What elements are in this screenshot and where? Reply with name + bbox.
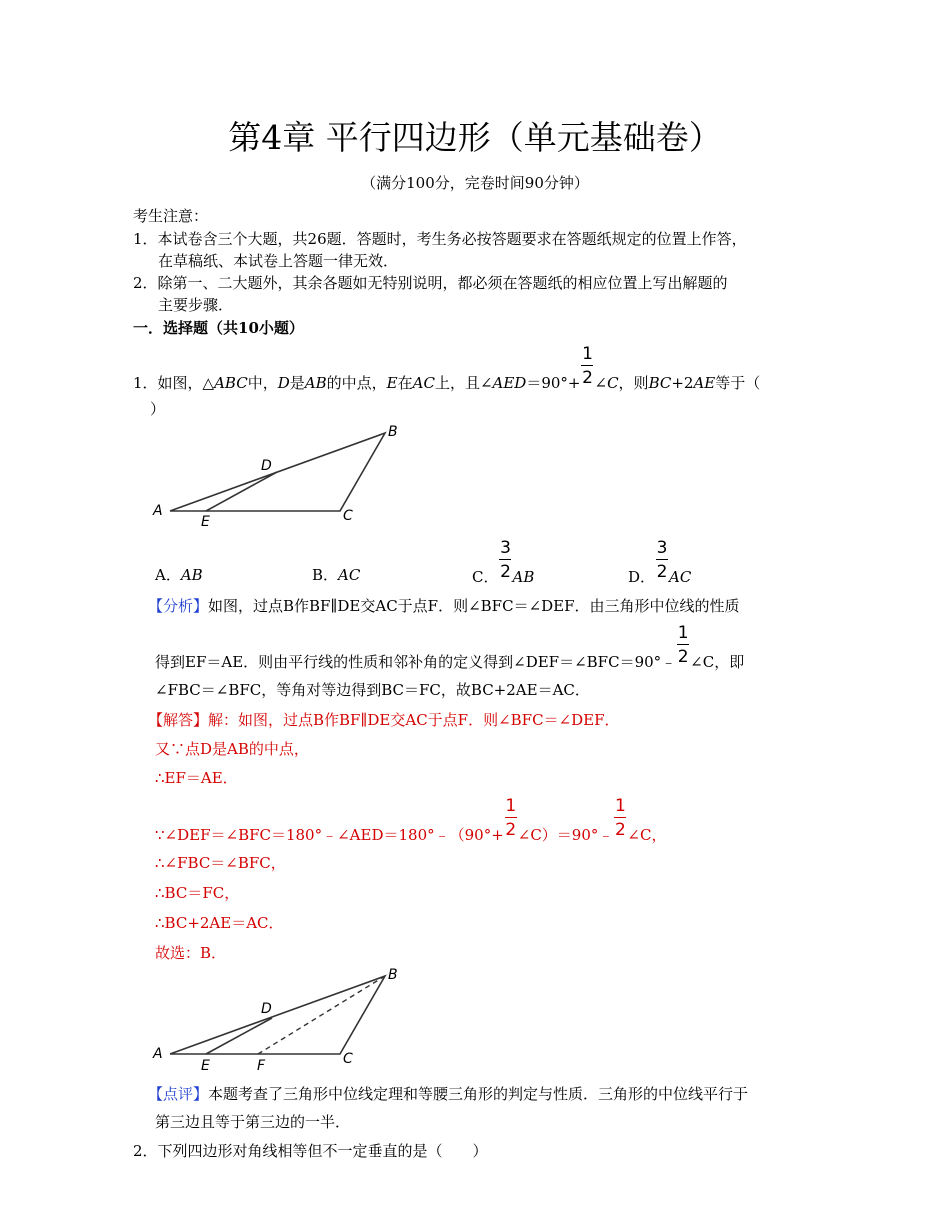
- comment-line-2: 第三边且等于第三边的一半．: [155, 1113, 351, 1131]
- analysis-line-3: ∠FBC＝∠BFC，等角对等边得到BC＝FC，故BC+2AE＝AC．: [155, 681, 590, 699]
- segment-de: [206, 1018, 272, 1054]
- point-d-label: D: [261, 1001, 272, 1017]
- notice-heading: 考生注意：: [133, 207, 209, 225]
- triangle-abc: [170, 433, 385, 511]
- solution-line-2: 又∵点D是AB的中点，: [155, 740, 309, 758]
- solution-line-4: ∵∠DEF＝∠BFC＝180°﹣∠AED＝180°﹣（90°+ $\frac{1}{2}$ ∠C）＝90°﹣ $\frac{1}{2}$ ∠C，: [155, 796, 667, 844]
- analysis-line-2: 得到EF＝AE．则由平行线的性质和邻补角的定义得到∠DEF＝∠BFC＝90°﹣ $\frac{1}{2}$ ∠C，即: [155, 623, 745, 671]
- fraction: $\frac{1}{2}$: [677, 623, 689, 667]
- point-a-label: A: [153, 1046, 163, 1062]
- point-e-label: E: [201, 514, 210, 530]
- point-d-label: D: [261, 458, 272, 474]
- segment-de: [206, 472, 277, 511]
- fraction: $\frac{1}{2}$: [614, 796, 626, 840]
- solution-tag: 【解答】: [148, 711, 209, 729]
- fraction: $\frac{1}{2}$: [582, 344, 593, 388]
- section-heading: 一．选择题（共10小题）: [133, 319, 304, 337]
- page-subtitle: （满分100分，完卷时间90分钟）: [361, 174, 589, 192]
- fraction: $\frac{3}{2}$: [500, 538, 511, 582]
- point-b-label: B: [388, 424, 398, 440]
- option-b[interactable]: B．AC: [312, 566, 361, 584]
- option-c[interactable]: C． $\frac{3}{2}$ AB: [472, 538, 535, 586]
- notice-item-2: 2．除第一、二大题外，其余各题如无特别说明，都必须在答题纸的相应位置上写出解题的: [133, 274, 728, 292]
- question-1-stem: 1．如图，△ABC中，D是AB的中点，E在AC上，且∠AED＝90°+ $\frac{1}{2}$ ∠C，则BC+2AE等于（: [133, 344, 761, 392]
- solution-line-6: ∴BC＝FC，: [155, 884, 240, 902]
- fraction: $\frac{1}{2}$: [505, 796, 517, 840]
- question-2-stem: 2．下列四边形对角线相等但不一定垂直的是（ ）: [133, 1142, 488, 1160]
- point-b-label: B: [388, 967, 398, 983]
- triangle-figure-2: [150, 965, 410, 1075]
- point-c-label: C: [343, 1051, 353, 1067]
- analysis-line-1: 【分析】如图，过点B作BF∥DE交AC于点F．则∠BFC＝∠DEF．由三角形中位线的性质: [148, 597, 740, 615]
- solution-line-3: ∴EF＝AE．: [155, 769, 238, 787]
- option-d[interactable]: D． $\frac{3}{2}$ AC: [628, 538, 692, 586]
- point-c-label: C: [343, 508, 353, 524]
- notice-item-1: 1．本试卷含三个大题，共26题．答题时，考生务必按答题要求在答题纸规定的位置上作答，: [133, 230, 747, 248]
- solution-line-5: ∴∠FBC＝∠BFC，: [155, 854, 286, 872]
- notice-item-2-cont: 主要步骤．: [158, 296, 234, 314]
- notice-item-1-cont: 在草稿纸、本试卷上答题一律无效．: [158, 252, 399, 270]
- page-title: 第4章 平行四边形（单元基础卷）: [228, 118, 722, 157]
- point-e-label: E: [201, 1058, 210, 1074]
- solution-line-7: ∴BC+2AE＝AC．: [155, 914, 284, 932]
- analysis-tag: 【分析】: [148, 597, 209, 615]
- fraction: $\frac{3}{2}$: [656, 538, 668, 582]
- question-1-stem-close: ）: [150, 400, 166, 418]
- option-a[interactable]: A．AB: [155, 566, 203, 584]
- solution-line-8: 故选：B．: [155, 944, 227, 962]
- point-a-label: A: [153, 503, 163, 519]
- solution-line-1: 【解答】解：如图，过点B作BF∥DE交AC于点F．则∠BFC＝∠DEF．: [148, 711, 620, 729]
- comment-line-1: 【点评】本题考查了三角形中位线定理和等腰三角形的判定与性质．三角形的中位线平行于: [148, 1085, 749, 1103]
- point-f-label: F: [257, 1058, 266, 1074]
- comment-tag: 【点评】: [148, 1085, 209, 1103]
- triangle-figure-1: [150, 420, 410, 530]
